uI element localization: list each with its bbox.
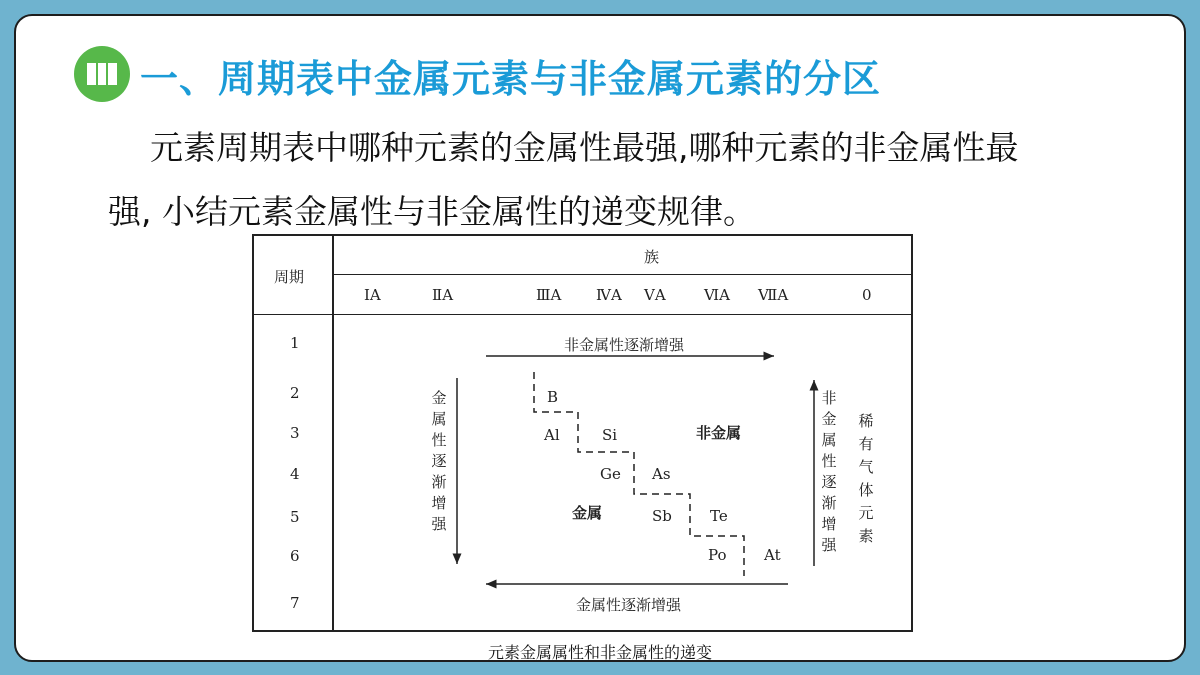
element-label: At [764, 546, 781, 564]
group-label: ⅡA [432, 286, 454, 304]
element-label: Po [708, 546, 727, 564]
group-label: ⅣA [596, 286, 622, 304]
element-label: Sb [652, 507, 672, 525]
period-label: 6 [290, 547, 300, 565]
element-label: B [547, 388, 559, 406]
periodic-trend-figure [252, 234, 913, 632]
period-header: 周期 [274, 268, 305, 286]
period-label: 7 [290, 594, 300, 612]
group-label: ⅠA [364, 286, 381, 304]
group-label: ⅢA [536, 286, 562, 304]
element-label: Si [602, 426, 618, 444]
element-label: Al [544, 426, 560, 444]
period-label: 1 [290, 334, 300, 352]
trend-arrows [254, 236, 913, 632]
section-title: 一、周期表中金属元素与非金属元素的分区 [140, 57, 882, 101]
period-label: 2 [290, 384, 300, 402]
figure-caption: 元素金属属性和非金属性的递变 [487, 643, 712, 662]
group-header: 族 [644, 248, 660, 266]
top-arrow-label: 非金属性逐渐增强 [564, 336, 685, 354]
book-badge [74, 46, 130, 102]
element-label: Te [710, 507, 728, 525]
question-line-2: 强, 小结元素金属性与非金属性的递变规律。 [108, 192, 756, 231]
period-label: 3 [290, 424, 300, 442]
left-arrow-label: 金属性逐渐增强 [431, 389, 447, 533]
group-label: ⅤA [644, 286, 666, 304]
group-label: ⅥA [704, 286, 730, 304]
group-label: 0 [862, 286, 872, 304]
nonmetal-region-label: 非金属 [696, 424, 742, 442]
element-label: Ge [600, 465, 621, 483]
period-label: 5 [290, 508, 300, 526]
bottom-arrow-label: 金属性逐渐增强 [576, 596, 682, 614]
noble-gas-label: 稀有气体元素 [858, 412, 874, 545]
question-line-1: 元素周期表中哪种元素的金属性最强,哪种元素的非金属性最 [150, 128, 1019, 167]
element-label: As [652, 465, 671, 483]
period-label: 4 [290, 465, 300, 483]
metal-region-label: 金属 [572, 504, 603, 522]
book-icon [86, 60, 118, 88]
group-label: ⅦA [758, 286, 789, 304]
right-arrow-label: 非金属性逐渐增强 [821, 389, 837, 554]
